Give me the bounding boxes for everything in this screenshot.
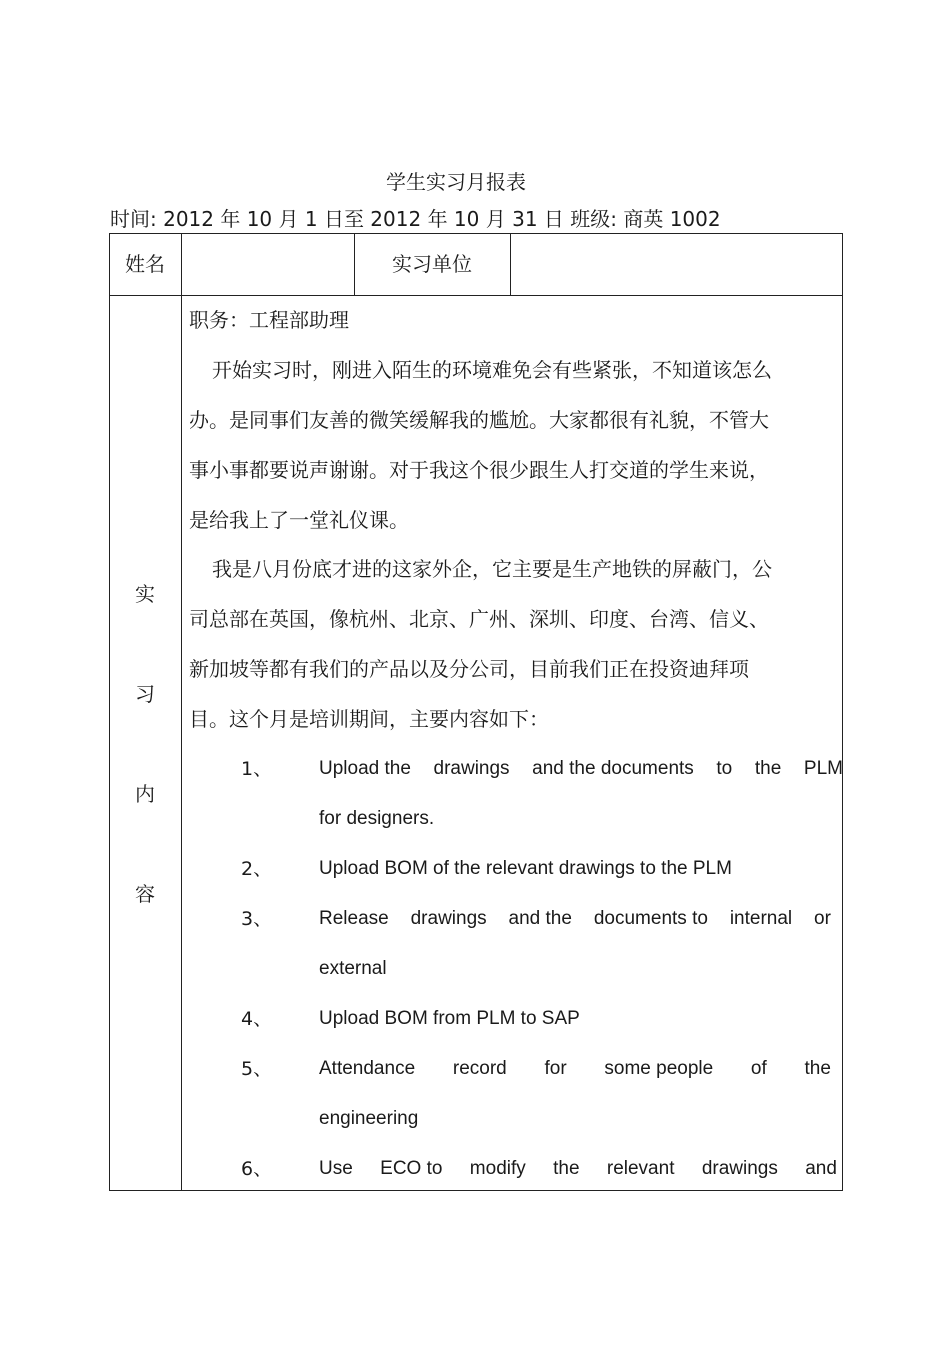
table-border-bottom	[109, 1190, 843, 1191]
paragraph-line: 开始实习时，刚进入陌生的环境难免会有些紧张，不知道该怎么	[212, 358, 772, 382]
list-item: Upload BOM from PLM to SAP	[319, 1008, 580, 1029]
list-item: Upload BOM of the relevant drawings to the PLM	[319, 858, 732, 879]
paragraph-line: 新加坡等都有我们的产品以及分公司，目前我们正在投资迪拜项	[189, 657, 749, 681]
list-item-continuation: external	[319, 958, 387, 979]
item-number: 3、	[241, 908, 273, 930]
item-number: 5、	[241, 1058, 273, 1080]
item-word: PLM	[803, 758, 843, 779]
table-border-top	[109, 233, 843, 234]
item-number: 6、	[241, 1158, 273, 1180]
item-word: the	[754, 758, 782, 779]
item-word: drawings	[701, 1158, 778, 1179]
table-border-left	[109, 233, 110, 1191]
position-line: 职务：工程部助理	[189, 308, 349, 332]
item-word: the	[804, 1058, 831, 1079]
side-label-char: 内	[135, 782, 155, 806]
list-item-continuation: engineering	[319, 1108, 419, 1129]
item-word: and	[805, 1158, 837, 1179]
header-divider-2	[510, 233, 511, 295]
time-class-line: 时间: 2012 年 10 月 1 日至 2012 年 10 月 31 日 班级: 商英 1002	[110, 207, 721, 231]
item-word: of	[750, 1058, 767, 1079]
side-label-char: 容	[135, 882, 155, 906]
header-row-divider	[109, 295, 843, 296]
page-title: 学生实习月报表	[386, 170, 526, 194]
item-word: and the	[508, 908, 572, 929]
item-word: internal	[729, 908, 793, 929]
item-word: relevant	[606, 1158, 675, 1179]
list-item	[319, 1157, 837, 1181]
table-border-right	[842, 233, 843, 1191]
paragraph-line: 目。这个月是培训期间，主要内容如下：	[189, 707, 549, 731]
list-item-continuation: for designers.	[319, 808, 435, 829]
item-number: 1、	[241, 758, 273, 780]
paragraph-line: 司总部在英国，像杭州、北京、广州、深圳、印度、台湾、信义、	[189, 607, 769, 631]
item-word: Attendance	[319, 1058, 416, 1079]
paragraph-line: 办。是同事们友善的微笑缓解我的尴尬。大家都很有礼貌，不管大	[189, 408, 769, 432]
item-word: Release	[319, 908, 389, 929]
item-word: documents to	[593, 908, 708, 929]
paragraph-line: 我是八月份底才进的这家外企，它主要是生产地铁的屏蔽门，公	[212, 557, 772, 581]
side-label-char: 习	[135, 682, 155, 706]
list-item	[319, 907, 831, 931]
side-label-char: 实	[135, 582, 155, 606]
paragraph-line: 事小事都要说声谢谢。对于我这个很少跟生人打交道的学生来说，	[189, 458, 769, 482]
item-word: the	[553, 1158, 580, 1179]
list-item	[319, 757, 843, 781]
item-word: Use	[319, 1158, 353, 1179]
item-word: and the documents	[532, 758, 694, 779]
item-word: for	[544, 1058, 567, 1079]
item-number: 4、	[241, 1008, 273, 1030]
paragraph-line: 是给我上了一堂礼仪课。	[189, 508, 409, 532]
item-word: some people	[604, 1058, 714, 1079]
item-word: drawings	[410, 908, 487, 929]
item-word: or	[814, 908, 831, 929]
item-word: drawings	[433, 758, 510, 779]
name-label: 姓名	[125, 252, 165, 276]
item-word: record	[452, 1058, 507, 1079]
item-word: Upload the	[319, 758, 411, 779]
list-item	[319, 1057, 831, 1081]
item-word: to	[716, 758, 733, 779]
item-word: modify	[469, 1158, 526, 1179]
item-number: 2、	[241, 858, 273, 880]
unit-label: 实习单位	[392, 252, 472, 276]
report-table	[109, 233, 843, 1191]
item-word: ECO to	[380, 1158, 443, 1179]
side-column-divider	[181, 233, 182, 1191]
